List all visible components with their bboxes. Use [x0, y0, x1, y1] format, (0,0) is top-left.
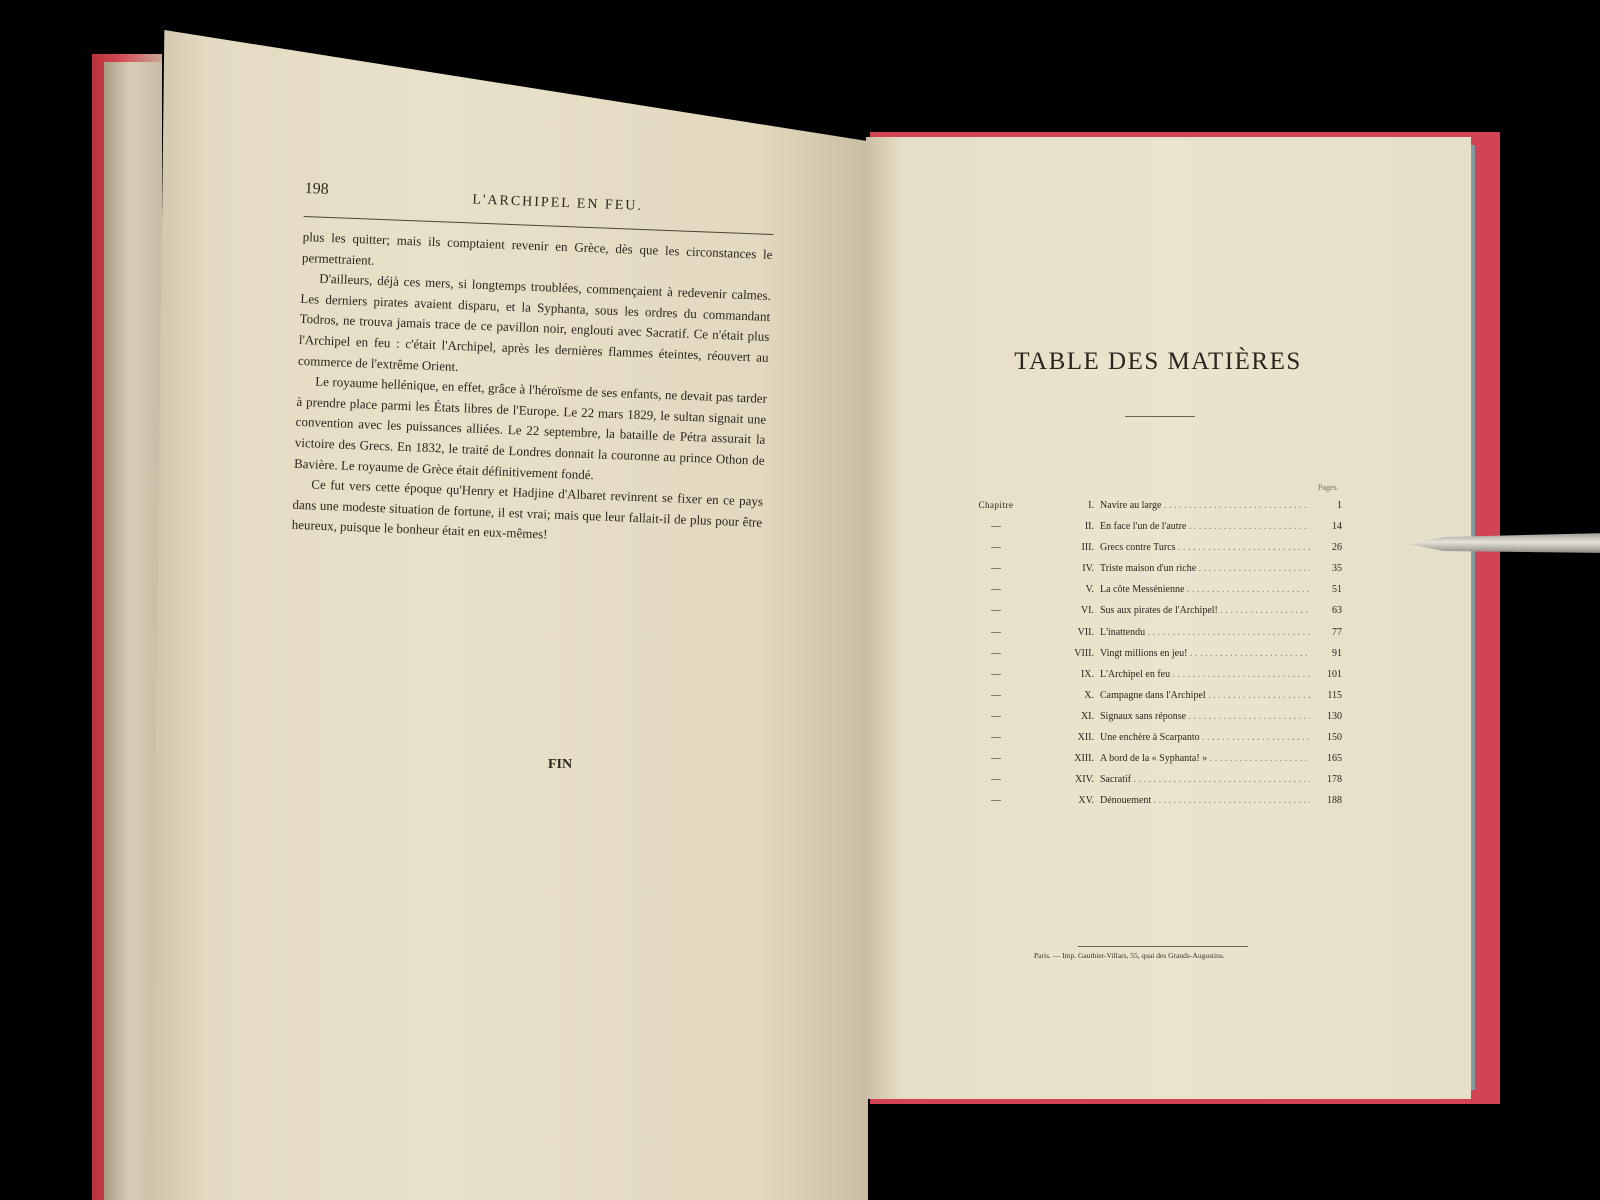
fin-text: FIN: [548, 757, 573, 772]
toc-title: TABLE DES MATIÈRES: [1014, 348, 1302, 375]
paragraph: Le royaume hellénique, en effet, grâce à l'héroïsme de ses enfants, ne devait pas tarder à prendre place parmi les États libres de l'Europe. Le 22 mars 1829, le sultan signait une convention avec les puissances alliées. Le 22 septembre, la bataille de Pétra assurait la victoire des Grecs. En 1832, le traité de Londres donnait la couronne au prince Othon de Bavière. Le royaume de Grèce était définitivement fondé.: [293, 373, 768, 482]
ditto-dash: —: [991, 710, 1001, 722]
chapter-title: A bord de la « Syphanta! » . . .: [1100, 753, 1310, 764]
table-of-contents: [960, 500, 1360, 816]
chapter-title: Triste maison d'un riche . . .: [1100, 563, 1310, 574]
chapter-title: Navire au large . . .: [1100, 500, 1310, 511]
chapter-label: Chapitre: [978, 500, 1014, 510]
chapter-number: XIII.: [1074, 753, 1094, 765]
chapter-title: L'Archipel en feu . . .: [1100, 669, 1310, 680]
toc-entry: [960, 605, 1360, 626]
chapter-page: 165: [1327, 753, 1342, 765]
chapter-number: XV.: [1078, 795, 1094, 807]
paragraph: D'ailleurs, déjà ces mers, si longtemps troublées, commençaient à redevenir calmes. Les derniers pirates avaient disparu, et la Syphanta, sous les ordres du commandant Todros, ne trouva jamais trace de ce pavillon noir, englouti avec Sacratif. Ce n'était plus l'Archipel en feu : c'était l'Archipel, après les dernières flammes éteintes, réouvert au commerce de l'extrême Orient.: [297, 270, 772, 374]
chapter-page: 26: [1332, 542, 1342, 554]
ditto-dash: —: [991, 626, 1001, 638]
chapter-number: I.: [1088, 500, 1094, 511]
pages-column-header: Pages.: [1318, 483, 1339, 492]
chapter-page: 115: [1327, 689, 1342, 701]
chapter-title: La côte Messénienne . . .: [1100, 584, 1310, 595]
chapter-page: 63: [1332, 605, 1342, 617]
chapter-page: 130: [1327, 710, 1342, 722]
chapter-title: Vingt millions en jeu! . . .: [1100, 648, 1310, 659]
chapter-number: X.: [1084, 689, 1094, 701]
toc-entry: [960, 521, 1360, 542]
ditto-dash: —: [991, 753, 1001, 765]
chapter-number: VI.: [1080, 605, 1094, 617]
chapter-page: 101: [1327, 668, 1342, 680]
toc-entry: [960, 500, 1360, 521]
running-title: L'ARCHIPEL EN FEU.: [472, 192, 644, 214]
toc-entry: [960, 542, 1360, 563]
toc-entry: [960, 627, 1360, 648]
chapter-number: XIV.: [1075, 774, 1094, 786]
chapter-number: IV.: [1082, 563, 1094, 575]
chapter-number: XII.: [1077, 732, 1094, 744]
chapter-page: 35: [1332, 563, 1342, 575]
ditto-dash: —: [991, 774, 1001, 786]
ditto-dash: —: [991, 647, 1001, 659]
toc-entry: [960, 563, 1360, 584]
imprint-rule: [1078, 946, 1248, 947]
toc-entry: [960, 795, 1360, 816]
left-page-text: [291, 180, 774, 554]
chapter-number: VII.: [1077, 626, 1094, 638]
ditto-dash: —: [991, 668, 1001, 680]
ditto-dash: —: [991, 563, 1001, 575]
chapter-number: V.: [1085, 584, 1094, 596]
chapter-page: 14: [1332, 521, 1342, 533]
chapter-title: Dénouement . . .: [1100, 795, 1310, 806]
ditto-dash: —: [991, 605, 1001, 617]
chapter-number: II.: [1084, 521, 1094, 533]
toc-entry: [960, 732, 1360, 753]
toc-entry: [960, 669, 1360, 690]
chapter-page: 150: [1327, 732, 1342, 744]
printer-imprint: Paris. — Imp. Gauthier-Villars, 55, quai des Grands-Augustins.: [1034, 951, 1225, 960]
chapter-page: 91: [1332, 647, 1342, 659]
chapter-page: 188: [1327, 795, 1342, 807]
chapter-title: Sus aux pirates de l'Archipel! . . .: [1100, 605, 1310, 616]
chapter-title: En face l'un de l'autre . . .: [1100, 521, 1310, 532]
paragraph: Ce fut vers cette époque qu'Henry et Hadjine d'Albaret revinrent se fixer en ce pays dans une modeste situation de fortune, il est vrai; mais que leur fallait-il de plus pour être heureux, puisque le bonheur était en eux-mêmes!: [291, 476, 764, 542]
toc-entry: [960, 584, 1360, 605]
toc-entry: [960, 774, 1360, 795]
ditto-dash: —: [991, 584, 1001, 596]
toc-entry: [960, 711, 1360, 732]
ditto-dash: —: [991, 732, 1001, 744]
ditto-dash: —: [991, 795, 1001, 807]
page-number: 198: [304, 180, 329, 198]
chapter-number: XI.: [1080, 710, 1094, 722]
chapter-title: Signaux sans réponse . . .: [1100, 711, 1310, 722]
ditto-dash: —: [991, 689, 1001, 701]
chapter-number: IX.: [1080, 668, 1094, 680]
chapter-title: Une enchère à Scarpanto . . .: [1100, 732, 1310, 743]
ditto-dash: —: [991, 542, 1001, 554]
chapter-title: L'inattendu . . .: [1100, 627, 1310, 638]
title-rule: [1125, 416, 1195, 417]
toc-entry: [960, 648, 1360, 669]
chapter-page: 178: [1327, 774, 1342, 786]
chapter-title: Grecs contre Turcs . . .: [1100, 542, 1310, 553]
chapter-page: 1: [1337, 500, 1342, 511]
paragraph: plus les quitter; mais ils comptaient revenir en Grèce, dès que les circonstances le permettraient.: [301, 228, 773, 268]
chapter-title: Sacratif . . .: [1100, 774, 1310, 785]
toc-entry: [960, 753, 1360, 774]
chapter-number: III.: [1081, 542, 1094, 554]
chapter-title: Campagne dans l'Archipel . . .: [1100, 690, 1310, 701]
chapter-number: VIII.: [1074, 647, 1094, 659]
toc-entry: [960, 690, 1360, 711]
chapter-page: 77: [1332, 626, 1342, 638]
ditto-dash: —: [991, 521, 1001, 533]
chapter-page: 51: [1332, 584, 1342, 596]
